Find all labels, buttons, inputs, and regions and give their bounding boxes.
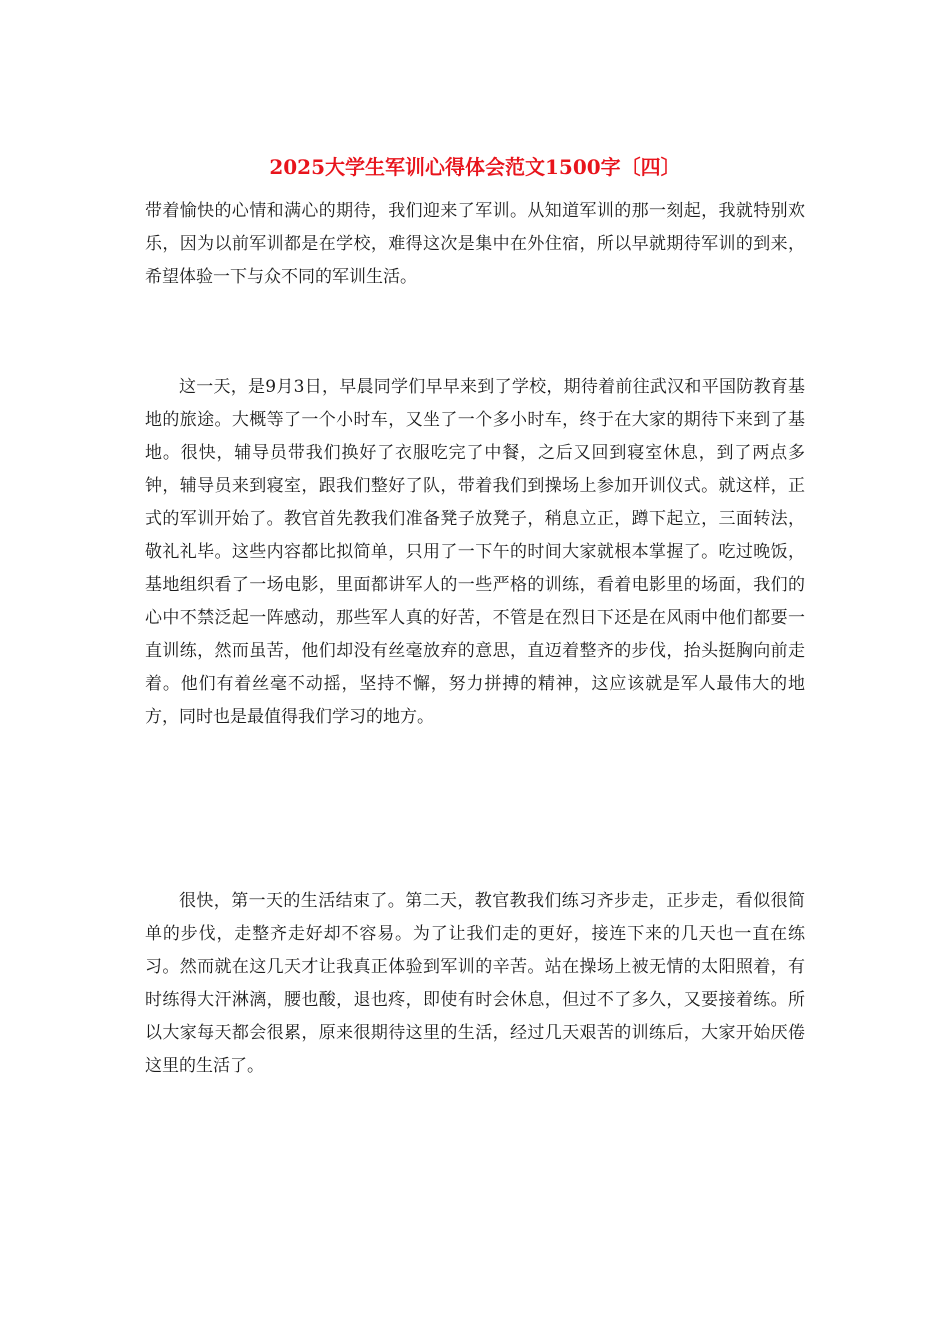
document-title: 2025大学生军训心得体会范文1500字〔四〕 [269, 155, 681, 179]
paragraph-first-day: 这一天，是9月3日，早晨同学们早早来到了学校，期待着前往武汉和平国防教育基地的旅途。大概等了一个小时车，又坐了一个多小时车，终于在大家的期待下来到了基地。很快，辅导员带我们换好了衣服吃完了中餐，之后又回到寝室休息，到了两点多钟，辅导员来到寝室，跟我们整好了队，带着我们到操场上参加开训仪式。就这样，正式的军训开始了。教官首先教我们准备凳子放凳子，稍息立正，蹲下起立，三面转法，敬礼礼毕。这些内容都比拟简单，只用了一下午的时间大家就根本掌握了。吃过晚饭，基地组织看了一场电影，里面都讲军人的一些严格的训练，看着电影里的场面，我们的心中不禁泛起一阵感动，那些军人真的好苦，不管是在烈日下还是在风雨中他们都要一直训练，然而虽苦，他们却没有丝毫放弃的意思，直迈着整齐的步伐，抬头挺胸向前走着。他们有着丝毫不动摇，坚持不懈，努力拼搏的精神，这应该就是军人最伟大的地方，同时也是最值得我们学习的地方。 [145, 377, 805, 727]
paragraph-intro: 带着愉快的心情和满心的期待，我们迎来了军训。从知道军训的那一刻起，我就特别欢乐，因为以前军训都是在学校，难得这次是集中在外住宿，所以早就期待军训的到来，希望体验一下与众不同的军训生活。 [145, 201, 805, 287]
paragraph-training: 很快，第一天的生活结束了。第二天，教官教我们练习齐步走，正步走，看似很简单的步伐，走整齐走好却不容易。为了让我们走的更好，接连下来的几天也一直在练习。然而就在这几天才让我真正体验到军训的辛苦。站在操场上被无情的太阳照着，有时练得大汗淋漓，腰也酸，退也疼，即使有时会休息，但过不了多久，又要接着练。所以大家每天都会很累，原来很期待这里的生活，经过几天艰苦的训练后，大家开始厌倦这里的生活了。 [145, 891, 805, 1076]
